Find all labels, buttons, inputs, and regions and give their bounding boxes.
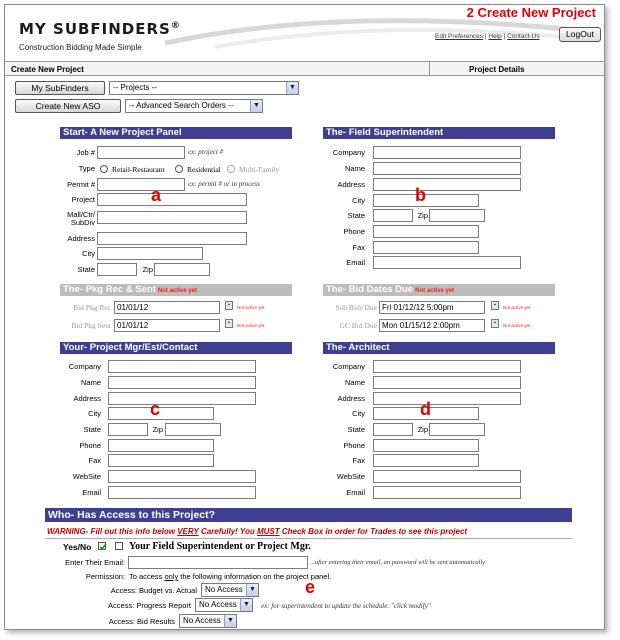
progress-access-select[interactable] — [195, 598, 253, 612]
bid-pkg-rec-input[interactable]: 01/01/12 — [114, 301, 220, 314]
fs-phone-input[interactable] — [373, 225, 479, 238]
type-label: Type — [78, 164, 95, 173]
ar-email-label: Email — [346, 488, 365, 497]
pm-phone-input[interactable] — [108, 439, 214, 452]
project-panel-header: Start- A New Project Panel — [60, 127, 292, 139]
subdiv-label: SubDiv — [70, 218, 95, 227]
bid-dates-header — [323, 284, 555, 296]
aso-select[interactable] — [125, 99, 263, 113]
pm-company-label: Company — [68, 362, 101, 371]
pm-website-input[interactable] — [108, 470, 256, 483]
bid-pkg-sent-input[interactable]: 01/01/12 — [114, 319, 220, 332]
bid-results-access-label: Access: Bid Results — [108, 617, 175, 626]
header-bar — [5, 61, 605, 76]
calendar-icon[interactable]: ▪ — [225, 319, 233, 328]
job-label: Job # — [76, 148, 95, 157]
top-links — [435, 33, 540, 40]
header-project-details: Project Details — [469, 65, 525, 74]
brand-reg-mark: ® — [170, 21, 181, 31]
fs-name-label: Name — [344, 164, 365, 173]
no-checkbox[interactable] — [115, 542, 123, 550]
chevron-down-icon: ▼ — [240, 599, 252, 611]
help-link[interactable]: Help — [488, 33, 502, 40]
calendar-icon[interactable]: ▪ — [225, 301, 233, 310]
budget-access-label: Access: Budget vs. Actual — [110, 586, 197, 595]
ar-city-label: City — [352, 409, 365, 418]
check-icon — [99, 543, 107, 551]
ar-fax-label: Fax — [352, 456, 365, 465]
pm-email-label: Email — [82, 488, 101, 497]
marker-b: b — [415, 185, 426, 205]
aso-select-value: -- Advanced Search Orders -- — [129, 101, 234, 110]
zip-label: Zip — [142, 265, 153, 274]
mall-label: Mall/Ctr/ — [67, 210, 95, 219]
sub-bids-due-label: Sub Bids Due — [335, 303, 377, 312]
edit-preferences-link[interactable]: Edit Preferences — [435, 33, 484, 40]
ar-name-label: Name — [344, 378, 365, 387]
access-warning — [47, 527, 467, 536]
pkg-rec-header — [60, 284, 292, 296]
bid-dates-not-active: Not active yet — [415, 288, 455, 294]
ar-fax-input[interactable] — [373, 454, 479, 467]
ar-address-label: Address — [337, 394, 365, 403]
bid-pkg-sent-nay: Not active yet — [237, 323, 265, 328]
progress-access-value: No Access — [199, 600, 237, 609]
type-retail-label: Retail-Restaurant — [112, 165, 165, 174]
permission-text-pre: To access — [129, 572, 165, 581]
pm-website-label: WebSite — [72, 472, 101, 481]
logout-button[interactable]: LogOut — [559, 27, 601, 42]
budget-access-select[interactable] — [201, 583, 259, 597]
address-label: Address — [67, 234, 95, 243]
permit-label: Permit # — [67, 180, 95, 189]
marker-a: a — [151, 185, 162, 205]
fs-email-input[interactable] — [373, 256, 521, 269]
projects-select[interactable] — [109, 81, 299, 95]
fs-fax-label: Fax — [352, 243, 365, 252]
header-create-new-project: Create New Project — [11, 65, 84, 74]
pm-phone-label: Phone — [79, 441, 101, 450]
permit-input[interactable] — [97, 178, 185, 191]
chevron-down-icon: ▼ — [250, 100, 262, 112]
project-city-input[interactable] — [97, 247, 203, 260]
link-separator: | — [503, 33, 506, 40]
pm-fax-label: Fax — [88, 456, 101, 465]
page-title: 2 Create New Project — [466, 5, 596, 20]
ar-company-input[interactable] — [373, 360, 521, 373]
budget-access-value: No Access — [205, 585, 243, 594]
fs-email-label: Email — [346, 258, 365, 267]
progress-hint: ex: for superintendent to update the schedule. "click modify" — [261, 602, 431, 610]
permission-only: only — [164, 572, 179, 581]
brand-tagline: Construction Bidding Made Simple — [19, 43, 142, 52]
gc-bid-nay: Not active yet — [503, 323, 531, 328]
chevron-down-icon: ▼ — [286, 82, 298, 94]
access-divider — [45, 538, 572, 539]
ar-phone-input[interactable] — [373, 439, 479, 452]
city-label: City — [82, 249, 95, 258]
type-radio-residential[interactable] — [175, 165, 183, 173]
sub-bids-nay: Not active yet — [503, 305, 531, 310]
permission-label: Permission: — [85, 572, 125, 581]
pkg-rec-title: The- Pkg Rec & Sent — [63, 284, 156, 295]
pm-city-input[interactable] — [108, 407, 214, 420]
pm-name-input[interactable] — [108, 376, 256, 389]
fs-zip-input[interactable] — [429, 209, 485, 222]
state-label: State — [77, 265, 95, 274]
ar-address-input[interactable] — [373, 392, 521, 405]
warning-mid: Carefully! You — [198, 527, 257, 536]
pm-zip-label: Zip — [152, 425, 163, 434]
bid-pkg-sent-label: Bid Pkg Sent — [71, 321, 111, 330]
ar-website-label: WebSite — [336, 472, 365, 481]
calendar-icon[interactable]: ▪ — [491, 319, 499, 328]
gc-bid-due-input[interactable]: Mon 01/15/12 2:00pm — [379, 319, 485, 332]
my-subfinders-button[interactable]: My SubFinders — [15, 81, 105, 95]
sub-bids-due-input[interactable]: Fri 01/12/12 5:00pm — [379, 301, 485, 314]
marker-d: d — [420, 399, 431, 419]
ar-company-label: Company — [332, 362, 365, 371]
ar-state-input[interactable] — [373, 423, 413, 436]
type-multifamily-label: Multi-Family — [239, 165, 280, 174]
pm-address-input[interactable] — [108, 392, 256, 405]
yes-no-label: Yes/No — [63, 542, 92, 552]
ar-name-input[interactable] — [373, 376, 521, 389]
pm-fax-input[interactable] — [108, 454, 214, 467]
calendar-icon[interactable]: ▪ — [491, 301, 499, 310]
fs-state-label: State — [347, 211, 365, 220]
fs-address-label: Address — [337, 180, 365, 189]
warning-must: MUST — [256, 527, 280, 536]
access-email-hint: ...after entering their email, an password will be sent automatically. — [310, 559, 487, 566]
bid-dates-title: The- Bid Dates Due — [326, 284, 414, 295]
marker-c: c — [150, 399, 161, 419]
chevron-down-icon: ▼ — [246, 584, 258, 596]
field-super-or-pm-label: Your Field Superintendent or Project Mgr. — [129, 541, 311, 552]
job-number-input[interactable] — [97, 146, 185, 159]
yes-checkbox[interactable] — [98, 542, 106, 550]
pkg-rec-not-active: Not active yet — [157, 288, 197, 294]
permission-text-post: the following information on the project panel. — [178, 572, 332, 581]
project-address-input[interactable] — [97, 232, 247, 245]
fs-city-input[interactable] — [373, 194, 479, 207]
warning-very: VERY — [177, 527, 199, 536]
chevron-down-icon: ▼ — [224, 615, 236, 627]
mall-subdiv-input[interactable] — [97, 211, 247, 224]
bid-pkg-rec-nay: Not active yet — [237, 305, 265, 310]
enter-email-label: Enter Their Email: — [65, 558, 125, 567]
screenshot-frame — [4, 4, 605, 630]
type-radio-multifamily[interactable] — [227, 165, 235, 173]
header-divider — [429, 62, 430, 76]
pm-name-label: Name — [80, 378, 101, 387]
permit-hint: ex: permit # or in process — [188, 180, 260, 188]
project-mgr-header: Your- Project Mgr/Est/Contact — [60, 342, 292, 354]
project-zip-input[interactable] — [154, 263, 210, 276]
fs-zip-label: Zip — [417, 211, 428, 220]
access-email-input[interactable] — [128, 556, 308, 569]
pm-address-label: Address — [73, 394, 101, 403]
fs-company-input[interactable] — [373, 146, 521, 159]
ar-phone-label: Phone — [343, 441, 365, 450]
architect-header: The- Architect — [323, 342, 555, 354]
bid-results-access-select[interactable] — [179, 614, 237, 628]
projects-select-value: -- Projects -- — [113, 83, 157, 92]
bid-results-access-value: No Access — [183, 616, 221, 625]
pm-city-label: City — [88, 409, 101, 418]
ar-state-label: State — [347, 425, 365, 434]
pm-state-label: State — [83, 425, 101, 434]
fs-company-label: Company — [332, 148, 365, 157]
type-residential-label: Residential — [187, 165, 221, 174]
pm-zip-input[interactable] — [165, 423, 221, 436]
field-super-header: The- Field Superintendent — [323, 127, 555, 139]
fs-city-label: City — [352, 196, 365, 205]
access-header: Who- Has Access to this Project? — [45, 508, 572, 522]
fs-name-input[interactable] — [373, 162, 521, 175]
ar-zip-input[interactable] — [429, 423, 485, 436]
project-state-input[interactable] — [97, 263, 137, 276]
project-label: Project — [71, 195, 95, 204]
marker-e: e — [305, 577, 316, 597]
warning-pre: WARNING- Fill out this info below — [47, 527, 178, 536]
pm-email-input[interactable] — [108, 486, 256, 499]
link-separator: | — [484, 33, 487, 40]
fs-fax-input[interactable] — [373, 241, 479, 254]
create-new-aso-button[interactable]: Create New ASO — [15, 99, 121, 113]
project-name-input[interactable] — [97, 193, 247, 206]
pm-state-input[interactable] — [108, 423, 148, 436]
brand-name: MY SUBFINDERS — [19, 20, 171, 38]
job-hint: ex: project # — [188, 148, 224, 156]
ar-website-input[interactable] — [373, 470, 521, 483]
type-radio-retail[interactable] — [100, 165, 108, 173]
fs-state-input[interactable] — [373, 209, 413, 222]
fs-address-input[interactable] — [373, 178, 521, 191]
gc-bid-due-label: GC Bid Due — [339, 321, 377, 330]
progress-access-label: Access: Progress Report — [108, 601, 191, 610]
permission-text — [129, 572, 331, 581]
ar-email-input[interactable] — [373, 486, 521, 499]
bid-pkg-rec-label: Bid Pkg Rec — [73, 303, 111, 312]
warning-post: Check Box in order for Trades to see this project — [279, 527, 468, 536]
pm-company-input[interactable] — [108, 360, 256, 373]
fs-phone-label: Phone — [343, 227, 365, 236]
ar-zip-label: Zip — [417, 425, 428, 434]
contact-us-link[interactable]: Contact-Us — [507, 33, 540, 40]
